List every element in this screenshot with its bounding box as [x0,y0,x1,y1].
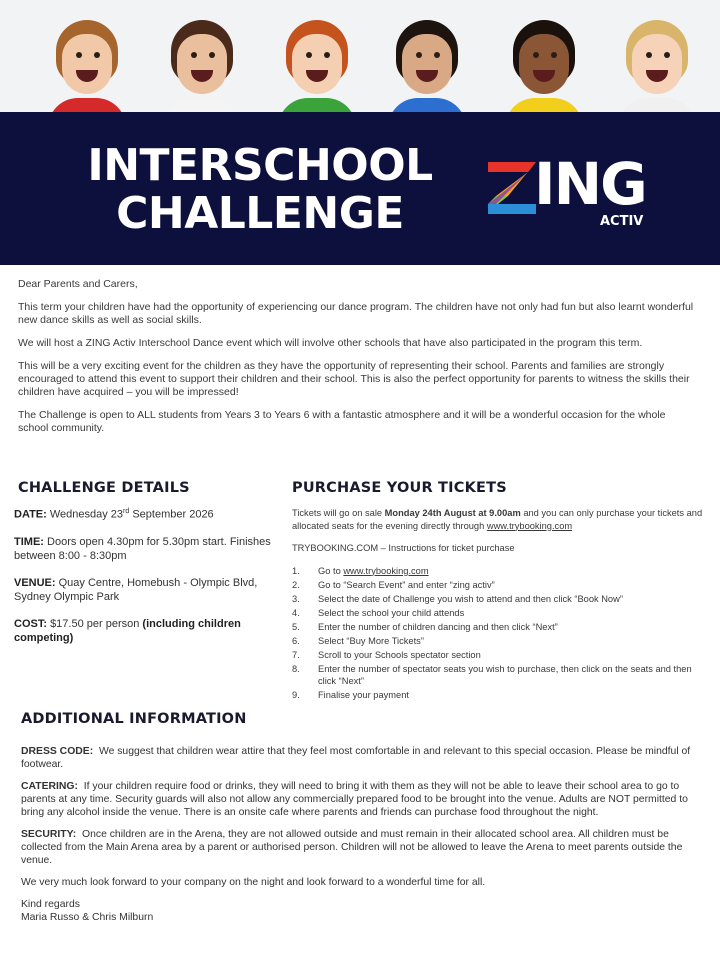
title-line-1: INTERSCHOOL [87,140,433,191]
child-photo [278,20,356,120]
zing-z-logo-icon [488,162,536,214]
date-row [14,505,279,522]
zing-activ-logo [488,150,658,236]
list-item [292,663,712,688]
additional-info [21,745,693,924]
step-number: 3. [292,593,300,604]
step-text: Scroll to your Schools spectator section [318,649,481,660]
ticket-intro [292,507,712,532]
trybooking-step-link[interactable]: www.trybooking.com [343,565,429,576]
cost-note: (including children competing) [14,617,241,644]
time-row [14,535,279,563]
step-text: Finalise your payment [318,690,409,700]
purchase-tickets-heading: PURCHASE YOUR TICKETS [292,480,507,496]
challenge-details [14,505,279,658]
child-photo [618,20,696,120]
list-item [292,635,712,648]
cost-value: $17.50 per person [50,617,140,630]
security [21,828,693,867]
step-number: 9. [292,690,300,700]
greeting: Dear Parents and Carers, [18,278,138,290]
page-title [80,142,440,238]
catering [21,780,693,819]
date-label: DATE: [14,508,47,521]
date-suffix: rd [123,508,130,515]
paragraph: The Challenge is open to ALL students from Years 3 to Years 6 with a fantastic atmosphere and it will be a wonderful occasion for the whole school community. [18,409,666,434]
child-photo [388,20,466,120]
title-banner [0,112,720,265]
step-number: 2. [292,579,300,590]
time-value: Doors open 4.30pm for 5.30pm start. Finishes between 8:00 - 8:30pm [14,535,271,562]
list-item [292,579,712,592]
step-number: 8. [292,663,300,674]
step-number: 5. [292,621,300,632]
catering-label: CATERING: [21,781,78,792]
additional-info-heading: ADDITIONAL INFORMATION [21,711,247,727]
challenge-details-heading: CHALLENGE DETAILS [18,480,190,496]
steps-list [292,565,712,702]
step-number: 7. [292,649,300,660]
list-item [292,649,712,662]
step-number: 6. [292,635,300,646]
trybooking-link[interactable]: www.trybooking.com [486,520,573,531]
step-text: Enter the number of children dancing and then click “Next” [318,621,558,632]
step-text: Go to “Search Event” and enter “zing activ” [318,579,495,590]
paragraph: We will host a ZING Activ Interschool Dance event which will involve other schools that have also participated in the program this term. [18,337,643,349]
venue-value: Quay Centre, Homebush - Olympic Blvd, Sydney Olympic Park [14,576,258,603]
step-text: Go to [318,565,341,576]
title-line-2: CHALLENGE [116,188,404,239]
intro-text: Tickets will go on sale [292,508,383,518]
step-number: 4. [292,607,300,618]
dress-code-text: We suggest that children wear attire that they feel most comfortable in and relevant to this special occasion. Please be mindful of footwear. [21,746,691,770]
logo-wordmark: ING [534,150,646,218]
step-text: Enter the number of spectator seats you wish to purchase, then click on the seats and then click “Next” [318,663,692,686]
child-photo [163,20,241,120]
signoff: Kind regards [21,899,80,910]
dress-code [21,745,693,771]
signatories: Maria Russo & Chris Milburn [21,912,154,923]
venue-label: VENUE: [14,576,56,589]
paragraph: This will be a very exciting event for the children as they have the opportunity of representing their school. Parents and families are strongly encouraged to attend this event to support their children and their school. This is also the perfect opportunity for parents to witness the skills their children have acquired – you will be impressed! [18,360,690,398]
dress-code-label: DRESS CODE: [21,746,94,757]
child-photo [505,20,583,120]
step-text: Select the school your child attends [318,607,465,618]
intro-text-continued: and you can only purchase your tickets and allocated seats for the evening directly through [292,508,703,531]
cost-row [14,617,279,645]
step-text: Select “Buy More Tickets” [318,635,424,646]
time-label: TIME: [14,535,44,548]
cost-label: COST: [14,617,47,630]
list-item [292,565,712,578]
instructions-heading: TRYBOOKING.COM – Instructions for ticket purchase [292,543,515,553]
step-text: Select the date of Challenge you wish to attend and then click “Book Now” [318,593,623,604]
security-text: Once children are in the Arena, they are not allowed outside and must remain in their allocated school area. All children must be collected from the Main Arena area by a parent or authorised person. Children will not be allowed to leave the Arena to meet parents outside the venue. [21,829,683,866]
letter-body [18,278,698,445]
ticket-instructions [292,507,712,703]
paragraph: This term your children have had the opportunity of experiencing our dance program. The children have not only had fun but also learnt wonderful new dance skills as well as social skills. [18,301,694,326]
list-item [292,607,712,620]
catering-text: If your children require food or drinks, they will need to bring it with them as they will not be able to leave their school area to go to parents at any time. Security guards will also not allow any commercially prepared food to be brought into the venue. Adults are NOT permitted to bring any alcohol inside the venue. There is an onsite cafe where parents and friends can purchase food throughout the night. [21,781,688,818]
list-item [292,593,712,606]
list-item [292,621,712,634]
date-value: Wednesday 23 [49,508,124,521]
sale-date: Monday 24th August at 9.00am [384,508,521,518]
logo-subtext: ACTIV [600,214,644,229]
security-label: SECURITY: [21,829,77,840]
venue-row [14,576,279,604]
step-number: 1. [292,565,300,576]
list-item [292,689,712,702]
header-photo [0,0,720,120]
child-photo [48,20,126,120]
closing-line: We very much look forward to your company on the night and look forward to a wonderful time for all. [21,877,486,888]
date-value-rest: September 2026 [132,508,214,521]
